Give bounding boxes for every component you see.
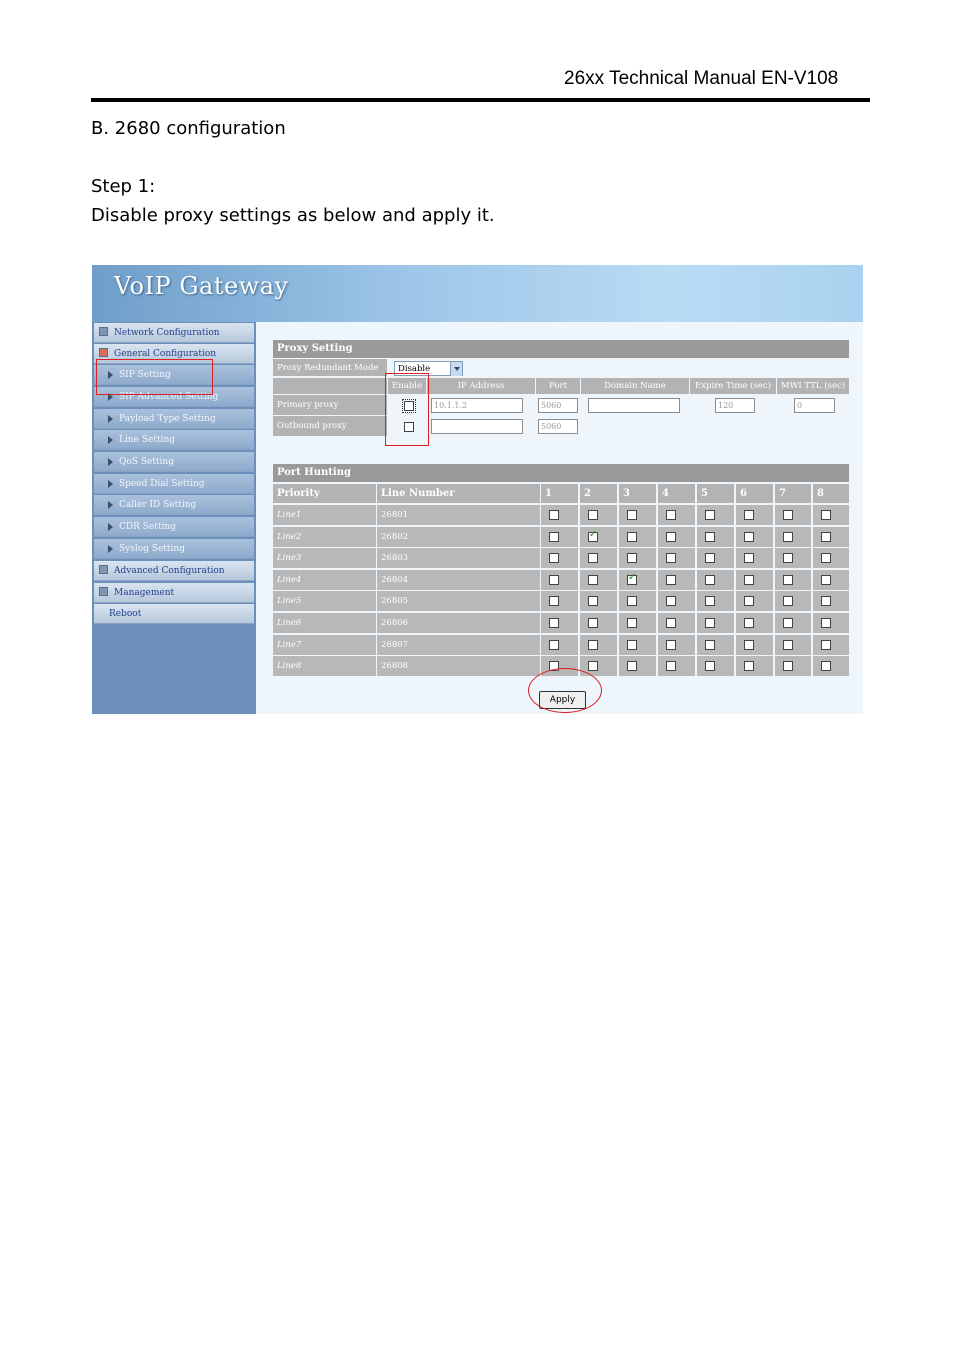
hunting-port-checkbox[interactable] — [783, 640, 793, 650]
hunting-row-number: 26802 — [377, 527, 540, 547]
hunting-row-number: 26807 — [377, 635, 540, 655]
hunting-cell — [658, 570, 695, 590]
proxy-mode-label: Proxy Redundant Mode — [273, 359, 387, 376]
hunting-cell — [580, 527, 617, 547]
hunting-port-checkbox[interactable] — [821, 532, 831, 542]
col-port-4: 4 — [658, 484, 695, 503]
hunting-row-name: Line4 — [273, 570, 376, 590]
hunting-port-checkbox[interactable] — [588, 532, 598, 542]
hunting-port-checkbox[interactable] — [821, 596, 831, 606]
primary-proxy-label: Primary proxy — [273, 395, 387, 415]
outbound-proxy-label: Outbound proxy — [273, 416, 387, 436]
nav-reboot[interactable]: Reboot — [94, 604, 254, 624]
hunting-port-checkbox[interactable] — [588, 661, 598, 671]
col-line-number: Line Number — [377, 484, 540, 503]
hunting-cell — [813, 570, 849, 590]
hunting-port-checkbox[interactable] — [705, 596, 715, 606]
hunting-cell — [813, 548, 849, 568]
hunting-port-checkbox[interactable] — [783, 618, 793, 628]
hunting-cell — [736, 613, 773, 633]
hunting-cell — [541, 527, 578, 547]
hunting-cell — [813, 505, 849, 525]
hunting-cell — [619, 527, 656, 547]
hunting-row-number: 26805 — [377, 591, 540, 611]
nav-speed-dial-setting[interactable]: Speed Dial Setting — [94, 474, 254, 494]
hunting-cell — [697, 505, 734, 525]
hunting-port-checkbox[interactable] — [744, 596, 754, 606]
hunting-port-checkbox[interactable] — [627, 553, 637, 563]
hunting-port-checkbox[interactable] — [783, 532, 793, 542]
hunting-port-checkbox[interactable] — [705, 510, 715, 520]
hunting-port-checkbox[interactable] — [588, 510, 598, 520]
hunting-cell — [541, 591, 578, 611]
hunting-cell — [736, 656, 773, 676]
hunting-row-number: 26804 — [377, 570, 540, 590]
nav-general-configuration[interactable]: General Configuration — [94, 344, 254, 364]
hunting-cell — [775, 527, 811, 547]
hunting-cell — [658, 656, 695, 676]
col-port-3: 3 — [619, 484, 656, 503]
hunting-cell — [736, 635, 773, 655]
hunting-port-checkbox[interactable] — [821, 661, 831, 671]
hunting-port-checkbox[interactable] — [549, 553, 559, 563]
hunting-cell — [697, 613, 734, 633]
hunting-cell — [619, 656, 656, 676]
hunting-cell — [658, 635, 695, 655]
hunting-row-number: 26806 — [377, 613, 540, 633]
hunting-port-checkbox[interactable] — [783, 596, 793, 606]
hunting-port-checkbox[interactable] — [549, 618, 559, 628]
col-port-5: 5 — [697, 484, 734, 503]
hunting-row-name: Line1 — [273, 505, 376, 525]
hunting-cell — [619, 505, 656, 525]
nav-management[interactable]: Management — [94, 583, 254, 603]
col-port-7: 7 — [775, 484, 811, 503]
hunting-port-checkbox[interactable] — [705, 661, 715, 671]
arrow-right-icon — [108, 480, 113, 488]
col-priority: Priority — [273, 484, 376, 503]
header-rule — [91, 98, 870, 102]
hunting-port-checkbox[interactable] — [744, 532, 754, 542]
proxy-mode-select[interactable]: Disable — [394, 361, 463, 376]
hunting-row-name: Line3 — [273, 548, 376, 568]
highlight-apply-button — [528, 668, 602, 713]
hunting-cell — [813, 656, 849, 676]
proxy-header-spacer — [273, 378, 387, 394]
hunting-port-checkbox[interactable] — [783, 553, 793, 563]
hunting-cell — [736, 591, 773, 611]
arrow-right-icon — [108, 523, 113, 531]
hunting-cell — [658, 548, 695, 568]
hunting-cell — [775, 656, 811, 676]
hunting-port-checkbox[interactable] — [627, 596, 637, 606]
section-title: B. 2680 configuration — [91, 118, 286, 139]
col-port-1: 1 — [541, 484, 578, 503]
chevron-down-icon[interactable] — [450, 362, 462, 376]
highlight-sip-setting — [96, 359, 213, 395]
hunting-port-checkbox[interactable] — [705, 532, 715, 542]
hunting-cell — [580, 505, 617, 525]
hunting-port-checkbox[interactable] — [744, 661, 754, 671]
main-panel — [256, 322, 863, 714]
hunting-port-checkbox[interactable] — [666, 596, 676, 606]
hunting-port-checkbox[interactable] — [666, 532, 676, 542]
proxy-setting-title: Proxy Setting — [273, 340, 849, 358]
hunting-cell — [813, 635, 849, 655]
hunting-cell — [580, 548, 617, 568]
hunting-port-checkbox[interactable] — [821, 553, 831, 563]
hunting-cell — [775, 613, 811, 633]
hunting-port-checkbox[interactable] — [744, 575, 754, 585]
hunting-port-checkbox[interactable] — [549, 575, 559, 585]
hunting-port-checkbox[interactable] — [588, 575, 598, 585]
hunting-port-checkbox[interactable] — [705, 575, 715, 585]
arrow-right-icon — [108, 415, 113, 423]
hunting-port-checkbox[interactable] — [666, 575, 676, 585]
hunting-cell — [697, 570, 734, 590]
gateway-screenshot — [92, 265, 863, 714]
hunting-cell — [580, 613, 617, 633]
hunting-row-number: 26808 — [377, 656, 540, 676]
hunting-cell — [619, 613, 656, 633]
hunting-cell — [541, 548, 578, 568]
port-hunting-title: Port Hunting — [273, 464, 849, 482]
hunting-port-checkbox[interactable] — [821, 618, 831, 628]
col-domain-name: Domain Name — [581, 378, 689, 394]
hunting-cell — [541, 635, 578, 655]
hunting-port-checkbox[interactable] — [549, 640, 559, 650]
nav-network-configuration[interactable]: Network Configuration — [94, 323, 254, 343]
nav-caller-id-setting[interactable]: Caller ID Setting — [94, 495, 254, 515]
primary-proxy-mwi-input[interactable]: 0 — [794, 398, 835, 413]
hunting-cell — [775, 548, 811, 568]
hunting-cell — [541, 570, 578, 590]
hunting-cell — [580, 591, 617, 611]
arrow-right-icon — [108, 458, 113, 466]
hunting-cell — [775, 505, 811, 525]
nav-sip-advanced-setting[interactable]: SIP Advanced Setting — [94, 387, 254, 407]
hunting-port-checkbox[interactable] — [821, 640, 831, 650]
col-port-2: 2 — [580, 484, 617, 503]
hunting-cell — [736, 505, 773, 525]
hunting-cell — [580, 570, 617, 590]
hunting-port-checkbox[interactable] — [588, 640, 598, 650]
hunting-port-checkbox[interactable] — [744, 640, 754, 650]
col-mwi-ttl: MWI TTL (sec) — [777, 378, 849, 394]
col-enable: Enable — [388, 378, 426, 394]
hunting-cell — [736, 527, 773, 547]
hunting-cell — [813, 591, 849, 611]
hunting-port-checkbox[interactable] — [744, 553, 754, 563]
hunting-row-name: Line5 — [273, 591, 376, 611]
nav-advanced-configuration[interactable]: Advanced Configuration — [94, 561, 254, 581]
hunting-cell — [736, 548, 773, 568]
hunting-port-checkbox[interactable] — [627, 575, 637, 585]
nav-line-setting[interactable]: Line Setting — [94, 430, 254, 450]
col-port: Port — [536, 378, 580, 394]
hunting-port-checkbox[interactable] — [666, 510, 676, 520]
outbound-proxy-ip-input[interactable] — [431, 419, 523, 434]
hunting-port-checkbox[interactable] — [627, 618, 637, 628]
hunting-port-checkbox[interactable] — [705, 640, 715, 650]
hunting-cell — [813, 613, 849, 633]
document-header: 26xx Technical Manual EN-V108 — [564, 68, 839, 89]
hunting-row-name: Line6 — [273, 613, 376, 633]
arrow-right-icon — [108, 436, 113, 444]
hunting-port-checkbox[interactable] — [588, 618, 598, 628]
hunting-port-checkbox[interactable] — [549, 596, 559, 606]
step-instruction: Disable proxy settings as below and apply it. — [91, 205, 495, 226]
hunting-cell — [697, 635, 734, 655]
hunting-row-name: Line2 — [273, 527, 376, 547]
expand-icon — [99, 348, 108, 357]
hunting-port-checkbox[interactable] — [627, 510, 637, 520]
hunting-cell — [658, 527, 695, 547]
hunting-cell — [619, 570, 656, 590]
highlight-enable-column — [385, 373, 429, 446]
primary-proxy-expire-input[interactable]: 120 — [715, 398, 755, 413]
hunting-cell — [813, 527, 849, 547]
hunting-cell — [658, 591, 695, 611]
arrow-right-icon — [108, 501, 113, 509]
apply-button[interactable]: Apply — [539, 691, 586, 709]
hunting-port-checkbox[interactable] — [627, 661, 637, 671]
hunting-port-checkbox[interactable] — [821, 575, 831, 585]
hunting-cell — [775, 570, 811, 590]
col-port-6: 6 — [736, 484, 773, 503]
app-title: VoIP Gateway — [114, 272, 289, 300]
hunting-port-checkbox[interactable] — [627, 640, 637, 650]
hunting-port-checkbox[interactable] — [666, 618, 676, 628]
hunting-cell — [775, 591, 811, 611]
hunting-port-checkbox[interactable] — [744, 510, 754, 520]
col-expire-time: Expire Time (sec) — [690, 378, 776, 394]
nav-syslog-setting[interactable]: Syslog Setting — [94, 539, 254, 559]
outbound-proxy-port-input[interactable]: 5060 — [538, 419, 578, 434]
expand-icon — [99, 565, 108, 574]
hunting-port-checkbox[interactable] — [627, 532, 637, 542]
hunting-cell — [541, 505, 578, 525]
hunting-port-checkbox[interactable] — [705, 553, 715, 563]
primary-proxy-domain-input[interactable] — [588, 398, 680, 413]
hunting-row-number: 26803 — [377, 548, 540, 568]
col-ip-address: IP Address — [427, 378, 535, 394]
hunting-cell — [697, 548, 734, 568]
hunting-cell — [736, 570, 773, 590]
hunting-port-checkbox[interactable] — [549, 510, 559, 520]
app-banner — [92, 265, 863, 322]
hunting-port-checkbox[interactable] — [821, 510, 831, 520]
col-port-8: 8 — [813, 484, 849, 503]
hunting-cell — [541, 613, 578, 633]
hunting-port-checkbox[interactable] — [783, 575, 793, 585]
primary-proxy-ip-input[interactable]: 10.1.1.2 — [431, 398, 523, 413]
nav-payload-type-setting[interactable]: Payload Type Setting — [94, 409, 254, 429]
hunting-cell — [619, 591, 656, 611]
nav-cdr-setting[interactable]: CDR Setting — [94, 517, 254, 537]
nav-sip-setting[interactable]: SIP Setting — [94, 365, 254, 385]
hunting-cell — [697, 656, 734, 676]
arrow-right-icon — [108, 545, 113, 553]
hunting-port-checkbox[interactable] — [588, 596, 598, 606]
hunting-cell — [580, 635, 617, 655]
hunting-cell — [619, 548, 656, 568]
hunting-cell — [619, 635, 656, 655]
hunting-port-checkbox[interactable] — [666, 553, 676, 563]
hunting-port-checkbox[interactable] — [588, 553, 598, 563]
step-label: Step 1: — [91, 176, 156, 197]
hunting-row-number: 26801 — [377, 505, 540, 525]
hunting-port-checkbox[interactable] — [705, 618, 715, 628]
hunting-row-name: Line8 — [273, 656, 376, 676]
expand-icon — [99, 587, 108, 596]
expand-icon — [99, 327, 108, 336]
hunting-port-checkbox[interactable] — [549, 532, 559, 542]
primary-proxy-port-input[interactable]: 5060 — [538, 398, 578, 413]
hunting-cell — [658, 505, 695, 525]
hunting-port-checkbox[interactable] — [783, 510, 793, 520]
hunting-row-name: Line7 — [273, 635, 376, 655]
nav-qos-setting[interactable]: QoS Setting — [94, 452, 254, 472]
hunting-cell — [658, 613, 695, 633]
hunting-port-checkbox[interactable] — [783, 661, 793, 671]
hunting-port-checkbox[interactable] — [666, 661, 676, 671]
hunting-port-checkbox[interactable] — [666, 640, 676, 650]
hunting-cell — [775, 635, 811, 655]
hunting-cell — [697, 527, 734, 547]
hunting-cell — [697, 591, 734, 611]
hunting-port-checkbox[interactable] — [744, 618, 754, 628]
